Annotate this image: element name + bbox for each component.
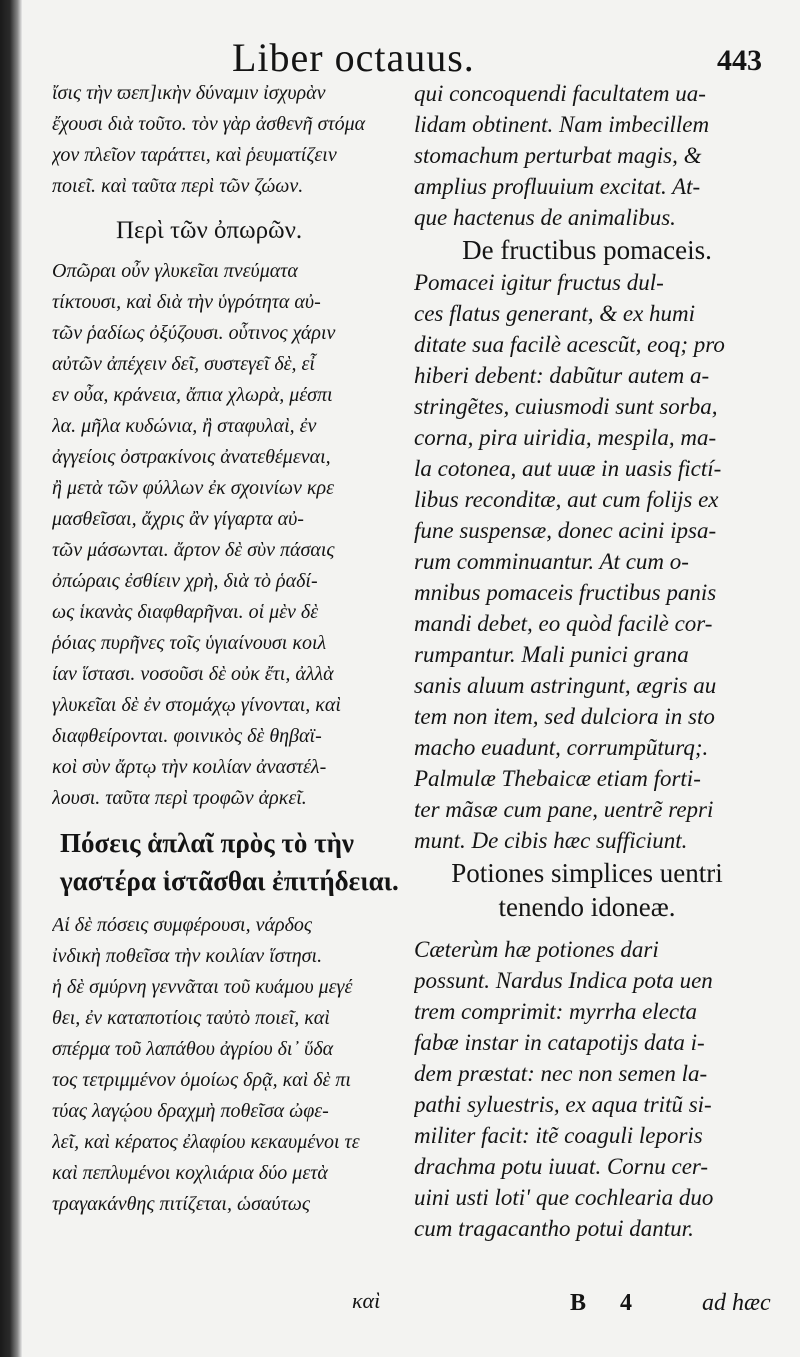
catchword-left: καὶ — [352, 1288, 381, 1313]
text-line: Πόσεις ἁπλαῖ πρὸς τὸ τὴν — [60, 828, 354, 858]
greek-block-a — [52, 78, 414, 202]
greek-column — [52, 78, 414, 1220]
text-line: τῶν μάσωνται. ἄρτον δὲ σὺν πάσαις — [52, 539, 335, 561]
text-line: τραγακάνθης πιτίζεται, ὡσαύτως — [52, 1193, 311, 1215]
text-line: τίκτουσι, καὶ διὰ τὴν ὑγρότητα αὐ- — [52, 291, 321, 313]
text-line: dem præstat: nec non semen la- — [414, 1061, 708, 1086]
greek-heading-potions — [52, 824, 414, 900]
text-line: Αἱ δὲ πόσεις συμφέρουσι, νάρδος — [52, 914, 312, 936]
text-line: mandi debet, eo quòd facilè cor- — [414, 611, 713, 636]
text-line: ως ἱκανὰς διαφθαρῆναι. οἱ μὲν δὲ — [52, 601, 319, 623]
greek-block-c — [52, 910, 414, 1220]
latin-block-b — [414, 267, 760, 856]
text-line: amplius profluuium excitat. At- — [414, 174, 701, 199]
text-line: ἀγγείοις ὀστρακίνοις ἀνατεθέμεναι, — [52, 446, 331, 468]
text-line: Pomacei igitur fructus dul- — [414, 270, 664, 295]
text-line: fabæ instar in catapotijs data i- — [414, 1030, 705, 1055]
text-line: tenendo idoneæ. — [498, 892, 676, 922]
text-line: λα. μῆλα κυδώνια, ἢ σταφυλαὶ, ἐν — [52, 415, 317, 437]
text-line: stomachum perturbat magis, & — [414, 143, 702, 168]
latin-block-c — [414, 934, 760, 1244]
text-line: ἔχουσι διὰ τοῦτο. τὸν γὰρ ἀσθενῆ στόμα — [52, 113, 366, 135]
scan-binding-edge — [0, 0, 22, 1357]
text-line: διαφθείρονται. φοινικὸς δὲ θηβαϊ- — [52, 725, 322, 747]
text-line: Potiones simplices uentri — [451, 858, 723, 888]
text-line: ῥόιας πυρῆνες τοῖς ὑγιαίνουσι κοιλ — [52, 632, 327, 654]
text-line: rum comminuantur. At cum o- — [414, 549, 689, 574]
text-line: pathi syluestris, ex aqua tritũ si- — [414, 1092, 712, 1117]
text-line: χον πλεῖον ταράττει, καὶ ῥευματίζειν — [52, 144, 337, 166]
text-line: γλυκεῖαι δὲ ἐν στομάχῳ γίνονται, καὶ — [52, 694, 341, 716]
text-line: τῶν ῥαδίως ὀξύζουσι. οὗτινος χάριν — [52, 322, 336, 344]
signature-mark: B 4 — [570, 1290, 647, 1316]
text-line: lidam obtinent. Nam imbecillem — [414, 112, 710, 137]
text-line: libus reconditæ, aut cum folijs ex — [414, 487, 719, 512]
text-line: ὀπώραις ἐσθίειν χρὴ, διὰ τὸ ῥαδί- — [52, 570, 318, 592]
text-line: ἢ μετὰ τῶν φύλλων ἐκ σχοινίων κρε — [52, 477, 335, 499]
text-line: fune suspensæ, donec acini ipsa- — [414, 518, 717, 543]
text-line: θει, ἐν καταποτίοις ταὐτὸ ποιεῖ, καὶ — [52, 1007, 330, 1029]
text-line: que hactenus de animalibus. — [414, 205, 676, 230]
text-line: tem non item, sed dulciora in sto — [414, 704, 715, 729]
text-line: hiberi debent: dabũtur autem a- — [414, 363, 710, 388]
text-line: λεῖ, καὶ κέρατος ἐλαφίου κεκαυμένοι τε — [52, 1131, 360, 1153]
greek-block-b — [52, 256, 414, 814]
book-page — [22, 0, 800, 1357]
text-line: καὶ πεπλυμένοι κοχλιάρια δύο μετὰ — [52, 1162, 328, 1184]
text-line: σπέρμα τοῦ λαπάθου ἀγρίου δι᾽ ὕδα — [52, 1038, 334, 1060]
text-line: γαστέρα ἱστᾶσθαι ἐπιτήδειαι. — [60, 866, 399, 896]
text-line: ἡ δὲ σμύρνη γεννᾶται τοῦ κυάμου μεγέ — [52, 976, 353, 998]
latin-block-a — [414, 78, 760, 233]
text-line: possunt. Nardus Indica pota uen — [414, 968, 713, 993]
text-line: ter mãsæ cum pane, uentrẽ repri — [414, 797, 714, 822]
text-line: stringẽtes, cuiusmodi sunt sorba, — [414, 394, 718, 419]
text-line: qui concoquendi facultatem ua- — [414, 81, 706, 106]
text-line: ces flatus generant, & ex humi — [414, 301, 696, 326]
text-line: cum tragacantho potui dantur. — [414, 1216, 694, 1241]
text-line: λουσι. ταῦτα περὶ τροφῶν ἀρκεῖ. — [52, 787, 307, 809]
text-line: uini usti loti' que cochlearia duo — [414, 1185, 714, 1210]
text-line: militer facit: itẽ coaguli leporis — [414, 1123, 703, 1148]
greek-heading-fruits: Περὶ τῶν ὀπωρῶν. — [116, 217, 303, 244]
text-line: εν οὖα, κράνεια, ἄπια χλωρὰ, μέσπι — [52, 384, 333, 406]
latin-heading-potions — [414, 856, 760, 924]
text-line: αὐτῶν ἀπέχειν δεῖ, συστεγεῖ δὲ, εἶ — [52, 353, 315, 375]
latin-heading-fruits: De fructibus pomaceis. — [462, 235, 712, 265]
text-line: ἴσις τὴν ϖεπ]ικὴν δύναμιν ἰσχυρὰν — [52, 82, 326, 104]
latin-column — [414, 78, 760, 1244]
catchword-right: ad hæc — [702, 1290, 771, 1316]
text-line: ditate sua facilè acescũt, eoq; pro — [414, 332, 725, 357]
text-line: κοὶ σὺν ἄρτῳ τὴν κοιλίαν ἀναστέλ- — [52, 756, 327, 778]
text-line: ἰνδικὴ ποθεῖσα τὴν κοιλίαν ἵστησι. — [52, 945, 323, 967]
running-head: Liber octauus. — [232, 35, 475, 80]
text-line: ίαν ἵστασι. νοσοῦσι δὲ οὐκ ἔτι, ἀλλὰ — [52, 663, 334, 685]
text-line: Οπῶραι οὖν γλυκεῖαι πνεύματα — [52, 260, 298, 282]
text-line: drachma potu iuuat. Cornu cer- — [414, 1154, 709, 1179]
text-line: macho euadunt, corrumpũturq;. — [414, 735, 709, 760]
text-line: rumpantur. Mali punici grana — [414, 642, 689, 667]
text-line: Cæterùm hæ potiones dari — [414, 937, 659, 962]
text-line: sanis aluum astringunt, ægris au — [414, 673, 717, 698]
text-line: la cotonea, aut uuæ in uasis fictí- — [414, 456, 722, 481]
text-line: munt. De cibis hæc sufficiunt. — [414, 828, 688, 853]
text-line: τύας λαγῴου δραχμὴ ποθεῖσα ὠφε- — [52, 1100, 329, 1122]
text-line: trem comprimit: myrrha electa — [414, 999, 697, 1024]
text-line: mnibus pomaceis fructibus panis — [414, 580, 717, 605]
text-line: ποιεῖ. καὶ ταῦτα περὶ τῶν ζώων. — [52, 175, 304, 197]
text-line: τος τετριμμένον ὁμοίως δρᾷ, καὶ δὲ πι — [52, 1069, 351, 1091]
page-number: 443 — [717, 44, 762, 77]
text-line: μασθεῖσαι, ἄχρις ἂν γίγαρτα αὐ- — [52, 508, 304, 530]
text-line: Palmulæ Thebaicæ etiam forti- — [414, 766, 701, 791]
text-line: corna, pira uiridia, mespila, ma- — [414, 425, 717, 450]
